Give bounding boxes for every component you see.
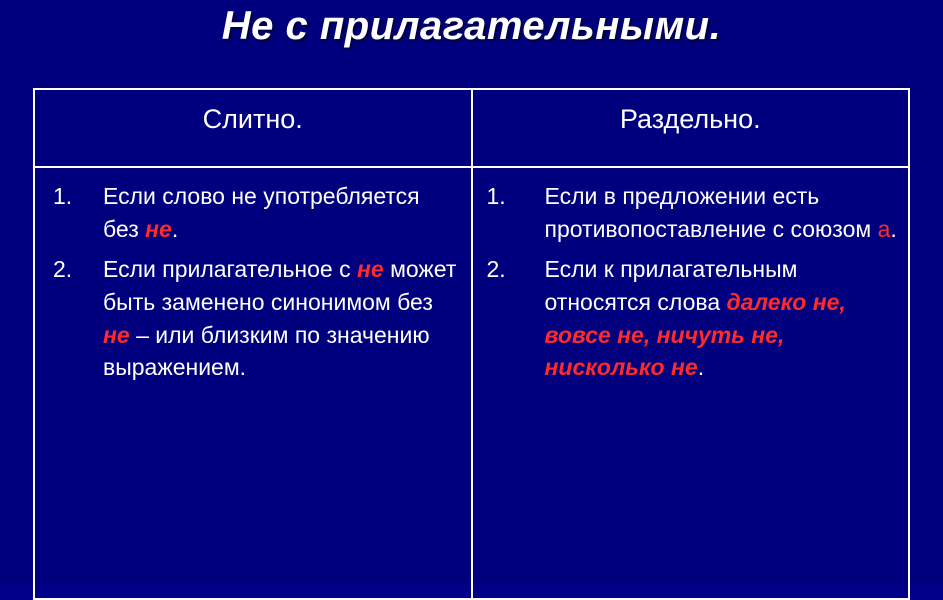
- rule-accent-ne: не: [145, 215, 172, 242]
- cell-razdelno-rules: [472, 167, 910, 599]
- rule-fragment: Если прилагательное с: [103, 256, 357, 283]
- rule-accent-phrases: далеко не, вовсе не, ничуть не, нисколько не: [544, 288, 846, 381]
- rule-accent-ne: не: [357, 256, 384, 283]
- list-item: [45, 180, 461, 245]
- table-body-row: [34, 167, 909, 599]
- rules-table-container: [33, 88, 910, 585]
- rule-fragment: Если в предложении есть противопоставление с союзом: [544, 183, 878, 242]
- rule-fragment: Если к прилагательным относятся слова: [544, 256, 798, 315]
- rule-fragment: – или близким по значению выражением.: [103, 321, 430, 381]
- list-item: [483, 253, 899, 384]
- column-header-razdelno: Раздельно.: [472, 89, 910, 167]
- page-title: Не с прилагательными.: [221, 4, 722, 48]
- razdelno-rules-list: [483, 180, 899, 384]
- list-item-number: 2.: [53, 256, 73, 283]
- list-item: [483, 180, 899, 245]
- rule-fragment: .: [171, 215, 179, 242]
- slitno-rules-list: [45, 180, 461, 384]
- list-item-number: 1.: [53, 183, 73, 209]
- cell-slitno-rules: [34, 167, 472, 599]
- rule-text-slitno-2: [103, 256, 456, 380]
- rule-text-slitno-1: [103, 183, 420, 242]
- list-item-number: 2.: [486, 256, 506, 283]
- rule-accent-a: а: [877, 215, 891, 242]
- rule-text-razdelno-2: [545, 256, 846, 380]
- column-header-slitno: Слитно.: [34, 89, 472, 167]
- list-item: [45, 253, 461, 384]
- rules-table: [33, 88, 910, 600]
- table-header-row: [34, 89, 909, 167]
- rule-fragment: .: [890, 215, 897, 242]
- rule-fragment: может быть заменено синонимом без: [103, 256, 457, 315]
- rule-accent-ne: не: [103, 321, 130, 348]
- list-item-number: 1.: [486, 183, 506, 209]
- rule-fragment: Если слово не употребляется без: [103, 183, 420, 242]
- rule-fragment: .: [697, 354, 705, 381]
- rule-text-razdelno-1: [545, 183, 897, 242]
